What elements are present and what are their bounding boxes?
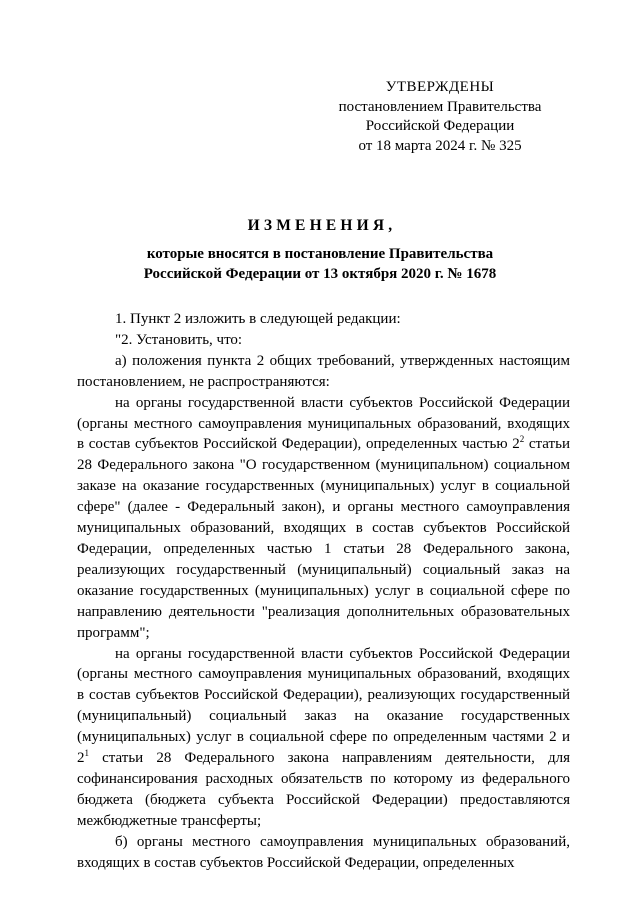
superscript-1: 1 (84, 748, 89, 759)
approval-line-date: от 18 марта 2024 г. № 325 (358, 137, 522, 154)
paragraph-5-text-a: на органы государственной власти субъектов Российской Федерации (органы местного самоуправления муниципальных образований, входящих в состав субъектов Российской Федерации), реализующих государственный (муниципальный) социальный заказ на оказание государственных (муниципальных) услуг в социальной сфере по определенным частями 2 и 2 (77, 645, 570, 767)
document-title: ИЗМЕНЕНИЯ, (247, 217, 397, 234)
paragraph-4 (77, 393, 570, 644)
paragraph-5 (77, 644, 570, 832)
subtitle-line-1: которые вносятся в постановление Правительства (146, 246, 494, 262)
paragraph-3: а) положения пункта 2 общих требований, утвержденных настоящим постановлением, не распространяются: (77, 352, 570, 390)
paragraph-6: б) органы местного самоуправления муниципальных образований, входящих в состав субъектов Российской Федерации, определенных (77, 833, 570, 871)
approval-heading: УТВЕРЖДЕНЫ (385, 79, 495, 95)
approval-line-government: Российской Федерации (365, 118, 515, 134)
paragraph-4-text-b: статьи 28 Федерального закона "О государственном (муниципальном) социальном заказе на оказание государственных (муниципальных) услуг в социальной сфере" (далее - Федеральный закон), и органы местного самоуправления муниципальных образований, входящих в состав субъектов Российской Федерации, определенных частью 1 статьи 28 Федерального закона, реализующих государственный (муниципальный) социальный заказ на оказание государственных (муниципальных) услуг в социальной сфере по направлению деятельности "реализация дополнительных образовательных программ"; (77, 436, 570, 641)
document-subtitle (0, 244, 640, 284)
paragraph-4-text-a: на органы государственной власти субъектов Российской Федерации (органы местного самоуправления муниципальных образований, входящих в состав субъектов Российской Федерации), определенных частью 2 (77, 394, 570, 453)
paragraph-5-text-b: статьи 28 Федерального закона направлениям деятельности, для софинансирования расходных обязательств по которому из федерального бюджета (бюджета субъекта Российской Федерации) предоставляются межбюджетные трансферты; (77, 750, 570, 829)
approval-stamp (320, 78, 560, 156)
document-body (77, 309, 570, 873)
subtitle-line-2: Российской Федерации от 13 октября 2020 г. № 1678 (143, 266, 497, 282)
paragraph-2: "2. Установить, что: (115, 331, 243, 348)
approval-line-decree: постановлением Правительства (338, 98, 542, 115)
paragraph-1: 1. Пункт 2 изложить в следующей редакции: (115, 311, 401, 327)
superscript-2: 2 (519, 434, 525, 445)
